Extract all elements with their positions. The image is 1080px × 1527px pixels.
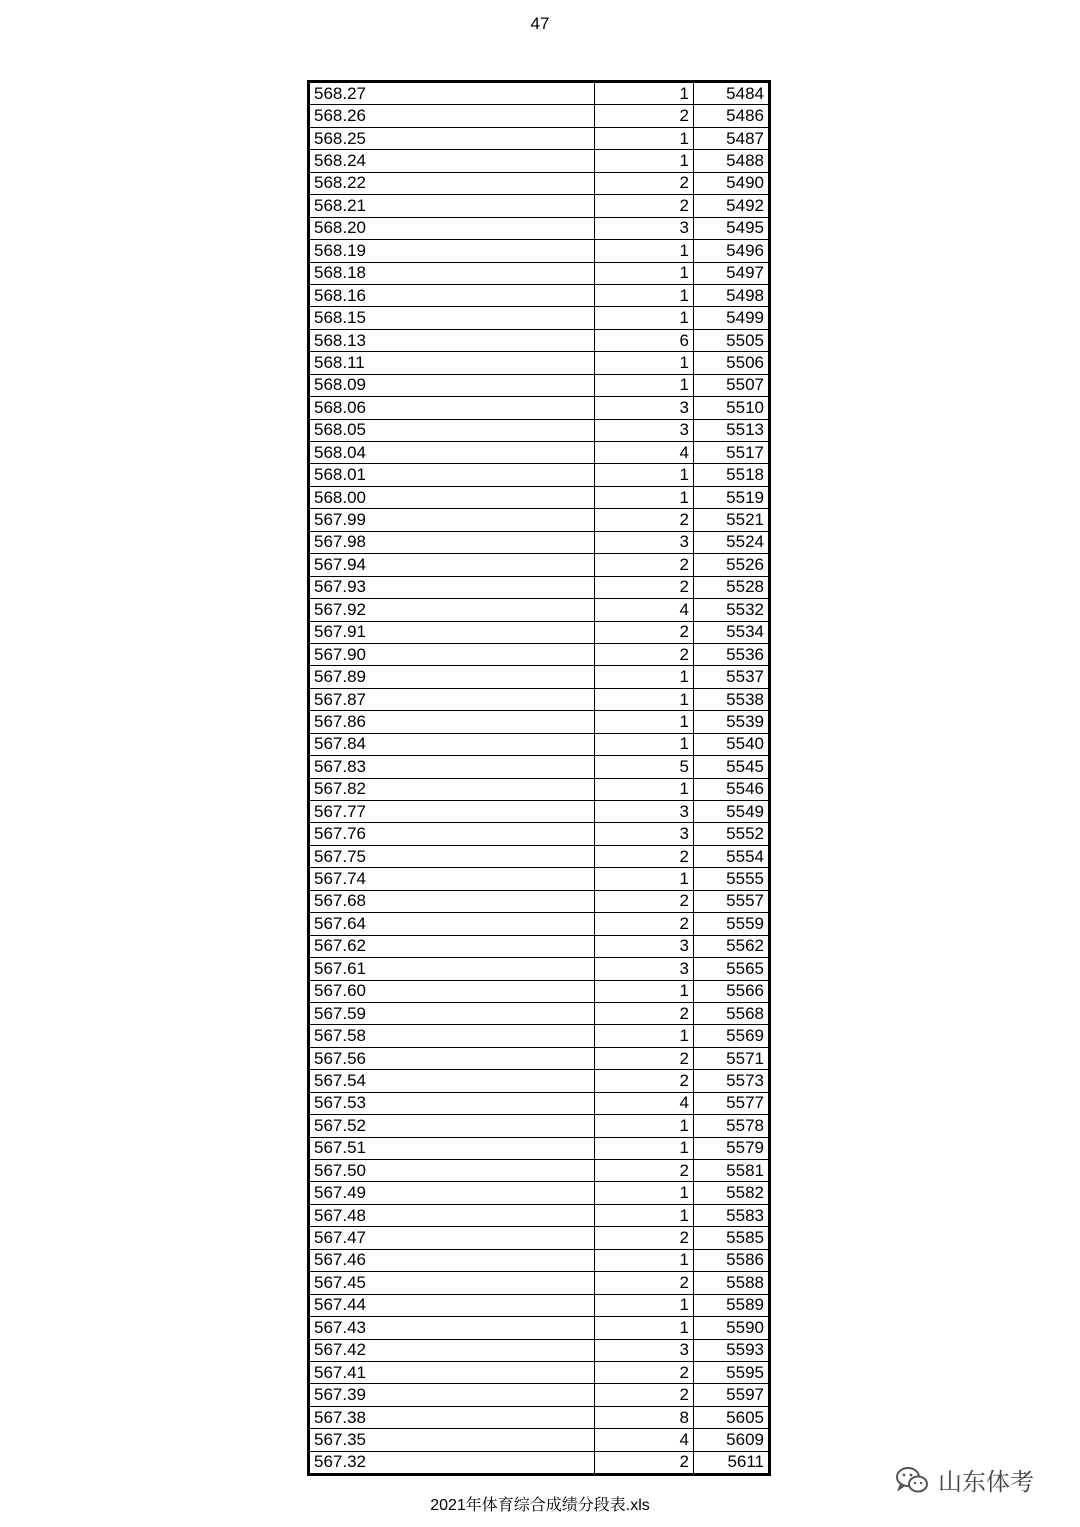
cumulative-cell: 5506: [694, 352, 769, 374]
table-row: [310, 217, 769, 239]
count-cell: 4: [595, 1092, 694, 1114]
table-row: [310, 1294, 769, 1316]
count-cell: 1: [595, 1025, 694, 1047]
count-cell: 1: [595, 127, 694, 149]
cumulative-cell: 5507: [694, 374, 769, 396]
score-cell: 567.94: [310, 554, 595, 576]
table-row: [310, 1092, 769, 1114]
cumulative-cell: 5593: [694, 1339, 769, 1361]
cumulative-cell: 5487: [694, 127, 769, 149]
score-cell: 568.13: [310, 329, 595, 351]
count-cell: 2: [595, 1160, 694, 1182]
score-cell: 567.47: [310, 1227, 595, 1249]
count-cell: 1: [595, 1115, 694, 1137]
table-row: [310, 621, 769, 643]
score-cell: 567.84: [310, 733, 595, 755]
cumulative-cell: 5540: [694, 733, 769, 755]
table-row: [310, 240, 769, 262]
score-cell: 567.77: [310, 801, 595, 823]
count-cell: 2: [595, 105, 694, 127]
cumulative-cell: 5581: [694, 1160, 769, 1182]
table-row: [310, 150, 769, 172]
count-cell: 2: [595, 1272, 694, 1294]
cumulative-cell: 5537: [694, 666, 769, 688]
table-row: [310, 554, 769, 576]
count-cell: 2: [595, 890, 694, 912]
cumulative-cell: 5495: [694, 217, 769, 239]
count-cell: 2: [595, 509, 694, 531]
score-cell: 568.22: [310, 172, 595, 194]
count-cell: 2: [595, 621, 694, 643]
count-cell: 2: [595, 1227, 694, 1249]
score-cell: 567.52: [310, 1115, 595, 1137]
table-row: [310, 1227, 769, 1249]
count-cell: 3: [595, 958, 694, 980]
score-cell: 568.26: [310, 105, 595, 127]
table-row: [310, 352, 769, 374]
table-row: [310, 509, 769, 531]
count-cell: 1: [595, 1249, 694, 1271]
score-cell: 568.05: [310, 419, 595, 441]
count-cell: 1: [595, 980, 694, 1002]
table-row: [310, 1160, 769, 1182]
count-cell: 2: [595, 1070, 694, 1092]
table-row: [310, 733, 769, 755]
cumulative-cell: 5571: [694, 1047, 769, 1069]
count-cell: 2: [595, 1451, 694, 1473]
cumulative-cell: 5546: [694, 778, 769, 800]
cumulative-cell: 5555: [694, 868, 769, 890]
cumulative-cell: 5582: [694, 1182, 769, 1204]
cumulative-cell: 5545: [694, 756, 769, 778]
score-cell: 568.09: [310, 374, 595, 396]
score-cell: 567.50: [310, 1160, 595, 1182]
watermark-text: 山东体考: [938, 1469, 1034, 1496]
score-cell: 567.60: [310, 980, 595, 1002]
score-cell: 568.01: [310, 464, 595, 486]
score-cell: 567.42: [310, 1339, 595, 1361]
count-cell: 2: [595, 1047, 694, 1069]
table-row: [310, 801, 769, 823]
count-cell: 2: [595, 172, 694, 194]
count-cell: 1: [595, 262, 694, 284]
score-cell: 568.15: [310, 307, 595, 329]
table-row: [310, 284, 769, 306]
table-row: [310, 1115, 769, 1137]
count-cell: 3: [595, 419, 694, 441]
cumulative-cell: 5554: [694, 845, 769, 867]
table-row: [310, 823, 769, 845]
table-row: [310, 1339, 769, 1361]
count-cell: 1: [595, 1137, 694, 1159]
count-cell: 2: [595, 576, 694, 598]
table-row: [310, 397, 769, 419]
score-cell: 567.54: [310, 1070, 595, 1092]
count-cell: 1: [595, 733, 694, 755]
table-row: [310, 913, 769, 935]
cumulative-cell: 5585: [694, 1227, 769, 1249]
cumulative-cell: 5497: [694, 262, 769, 284]
count-cell: 1: [595, 1294, 694, 1316]
table-row: [310, 195, 769, 217]
score-cell: 567.48: [310, 1204, 595, 1226]
table-row: [310, 845, 769, 867]
count-cell: 1: [595, 284, 694, 306]
score-cell: 567.59: [310, 1002, 595, 1024]
cumulative-cell: 5538: [694, 688, 769, 710]
score-cell: 567.75: [310, 845, 595, 867]
table-row: [310, 980, 769, 1002]
cumulative-cell: 5518: [694, 464, 769, 486]
cumulative-cell: 5521: [694, 509, 769, 531]
score-cell: 567.41: [310, 1361, 595, 1383]
count-cell: 5: [595, 756, 694, 778]
score-cell: 568.20: [310, 217, 595, 239]
count-cell: 1: [595, 150, 694, 172]
table-body: [310, 83, 769, 1474]
cumulative-cell: 5517: [694, 442, 769, 464]
table-row: [310, 868, 769, 890]
cumulative-cell: 5611: [694, 1451, 769, 1473]
table-row: [310, 127, 769, 149]
score-cell: 568.11: [310, 352, 595, 374]
count-cell: 3: [595, 801, 694, 823]
wechat-icon: [894, 1465, 930, 1495]
score-cell: 567.35: [310, 1429, 595, 1451]
score-cell: 568.24: [310, 150, 595, 172]
cumulative-cell: 5510: [694, 397, 769, 419]
cumulative-cell: 5488: [694, 150, 769, 172]
cumulative-cell: 5583: [694, 1204, 769, 1226]
cumulative-cell: 5595: [694, 1361, 769, 1383]
count-cell: 1: [595, 486, 694, 508]
count-cell: 3: [595, 531, 694, 553]
cumulative-cell: 5539: [694, 711, 769, 733]
count-cell: 1: [595, 352, 694, 374]
table-row: [310, 262, 769, 284]
score-cell: 567.99: [310, 509, 595, 531]
count-cell: 2: [595, 913, 694, 935]
score-cell: 567.32: [310, 1451, 595, 1473]
cumulative-cell: 5486: [694, 105, 769, 127]
count-cell: 2: [595, 845, 694, 867]
count-cell: 3: [595, 935, 694, 957]
cumulative-cell: 5498: [694, 284, 769, 306]
table-row: [310, 1384, 769, 1406]
count-cell: 4: [595, 442, 694, 464]
cumulative-cell: 5526: [694, 554, 769, 576]
table-row: [310, 1047, 769, 1069]
count-cell: 2: [595, 643, 694, 665]
score-cell: 567.49: [310, 1182, 595, 1204]
score-cell: 567.46: [310, 1249, 595, 1271]
table-row: [310, 105, 769, 127]
score-cell: 567.89: [310, 666, 595, 688]
cumulative-cell: 5609: [694, 1429, 769, 1451]
score-cell: 567.39: [310, 1384, 595, 1406]
count-cell: 3: [595, 217, 694, 239]
cumulative-cell: 5513: [694, 419, 769, 441]
table-row: [310, 1249, 769, 1271]
table-row: [310, 688, 769, 710]
score-distribution-table: [307, 80, 771, 1476]
cumulative-cell: 5577: [694, 1092, 769, 1114]
score-cell: 567.87: [310, 688, 595, 710]
cumulative-cell: 5590: [694, 1317, 769, 1339]
cumulative-cell: 5496: [694, 240, 769, 262]
cumulative-cell: 5490: [694, 172, 769, 194]
table-row: [310, 172, 769, 194]
score-cell: 567.68: [310, 890, 595, 912]
score-cell: 568.16: [310, 284, 595, 306]
cumulative-cell: 5578: [694, 1115, 769, 1137]
cumulative-cell: 5579: [694, 1137, 769, 1159]
page-number: 47: [530, 14, 550, 33]
table-row: [310, 1025, 769, 1047]
cumulative-cell: 5528: [694, 576, 769, 598]
table-row: [310, 442, 769, 464]
count-cell: 1: [595, 374, 694, 396]
count-cell: 4: [595, 599, 694, 621]
table-row: [310, 464, 769, 486]
cumulative-cell: 5505: [694, 329, 769, 351]
table-row: [310, 1204, 769, 1226]
cumulative-cell: 5557: [694, 890, 769, 912]
score-cell: 568.19: [310, 240, 595, 262]
cumulative-cell: 5524: [694, 531, 769, 553]
count-cell: 1: [595, 868, 694, 890]
cumulative-cell: 5573: [694, 1070, 769, 1092]
count-cell: 1: [595, 1182, 694, 1204]
score-cell: 568.18: [310, 262, 595, 284]
count-cell: 1: [595, 307, 694, 329]
score-cell: 567.53: [310, 1092, 595, 1114]
cumulative-cell: 5589: [694, 1294, 769, 1316]
table-row: [310, 83, 769, 105]
cumulative-cell: 5565: [694, 958, 769, 980]
table-row: [310, 666, 769, 688]
table-row: [310, 329, 769, 351]
score-cell: 567.74: [310, 868, 595, 890]
count-cell: 2: [595, 195, 694, 217]
score-cell: 567.58: [310, 1025, 595, 1047]
table-row: [310, 576, 769, 598]
score-cell: 568.00: [310, 486, 595, 508]
score-cell: 567.92: [310, 599, 595, 621]
score-cell: 567.76: [310, 823, 595, 845]
cumulative-cell: 5532: [694, 599, 769, 621]
count-cell: 1: [595, 666, 694, 688]
score-cell: 567.61: [310, 958, 595, 980]
cumulative-cell: 5569: [694, 1025, 769, 1047]
cumulative-cell: 5566: [694, 980, 769, 1002]
count-cell: 1: [595, 711, 694, 733]
count-cell: 1: [595, 240, 694, 262]
score-cell: 568.04: [310, 442, 595, 464]
table-row: [310, 643, 769, 665]
count-cell: 2: [595, 1361, 694, 1383]
score-cell: 567.45: [310, 1272, 595, 1294]
table-row: [310, 1002, 769, 1024]
cumulative-cell: 5519: [694, 486, 769, 508]
count-cell: 1: [595, 464, 694, 486]
score-cell: 568.06: [310, 397, 595, 419]
cumulative-cell: 5536: [694, 643, 769, 665]
count-cell: 2: [595, 1002, 694, 1024]
score-cell: 567.44: [310, 1294, 595, 1316]
count-cell: 3: [595, 1339, 694, 1361]
count-cell: 6: [595, 329, 694, 351]
table-row: [310, 1182, 769, 1204]
score-cell: 567.38: [310, 1406, 595, 1428]
table-row: [310, 1137, 769, 1159]
score-cell: 568.27: [310, 83, 595, 105]
table-row: [310, 374, 769, 396]
count-cell: 1: [595, 83, 694, 105]
count-cell: 1: [595, 688, 694, 710]
cumulative-cell: 5484: [694, 83, 769, 105]
cumulative-cell: 5492: [694, 195, 769, 217]
score-cell: 567.98: [310, 531, 595, 553]
table-row: [310, 935, 769, 957]
score-cell: 567.83: [310, 756, 595, 778]
table-row: [310, 531, 769, 553]
table-row: [310, 1361, 769, 1383]
table-row: [310, 307, 769, 329]
table-row: [310, 486, 769, 508]
score-cell: 567.91: [310, 621, 595, 643]
cumulative-cell: 5562: [694, 935, 769, 957]
cumulative-cell: 5586: [694, 1249, 769, 1271]
score-cell: 567.86: [310, 711, 595, 733]
count-cell: 2: [595, 554, 694, 576]
table-row: [310, 1451, 769, 1473]
score-cell: 567.62: [310, 935, 595, 957]
table-row: [310, 1406, 769, 1428]
cumulative-cell: 5568: [694, 1002, 769, 1024]
table-row: [310, 756, 769, 778]
score-cell: 567.56: [310, 1047, 595, 1069]
count-cell: 1: [595, 1204, 694, 1226]
table-row: [310, 1317, 769, 1339]
cumulative-cell: 5605: [694, 1406, 769, 1428]
footer-filename: 2021年体育综合成绩分段表.xls: [430, 1497, 650, 1514]
count-cell: 8: [595, 1406, 694, 1428]
count-cell: 1: [595, 1317, 694, 1339]
cumulative-cell: 5534: [694, 621, 769, 643]
table-row: [310, 890, 769, 912]
score-cell: 567.51: [310, 1137, 595, 1159]
score-cell: 567.90: [310, 643, 595, 665]
score-cell: 567.93: [310, 576, 595, 598]
cumulative-cell: 5549: [694, 801, 769, 823]
cumulative-cell: 5597: [694, 1384, 769, 1406]
table-row: [310, 599, 769, 621]
table-row: [310, 1272, 769, 1294]
count-cell: 1: [595, 778, 694, 800]
count-cell: 4: [595, 1429, 694, 1451]
count-cell: 3: [595, 823, 694, 845]
table-row: [310, 778, 769, 800]
cumulative-cell: 5499: [694, 307, 769, 329]
count-cell: 2: [595, 1384, 694, 1406]
score-cell: 568.25: [310, 127, 595, 149]
table-row: [310, 711, 769, 733]
score-cell: 567.64: [310, 913, 595, 935]
score-cell: 567.43: [310, 1317, 595, 1339]
table-row: [310, 958, 769, 980]
table-row: [310, 419, 769, 441]
table-row: [310, 1429, 769, 1451]
cumulative-cell: 5588: [694, 1272, 769, 1294]
cumulative-cell: 5559: [694, 913, 769, 935]
table-row: [310, 1070, 769, 1092]
cumulative-cell: 5552: [694, 823, 769, 845]
score-cell: 567.82: [310, 778, 595, 800]
count-cell: 3: [595, 397, 694, 419]
score-cell: 568.21: [310, 195, 595, 217]
